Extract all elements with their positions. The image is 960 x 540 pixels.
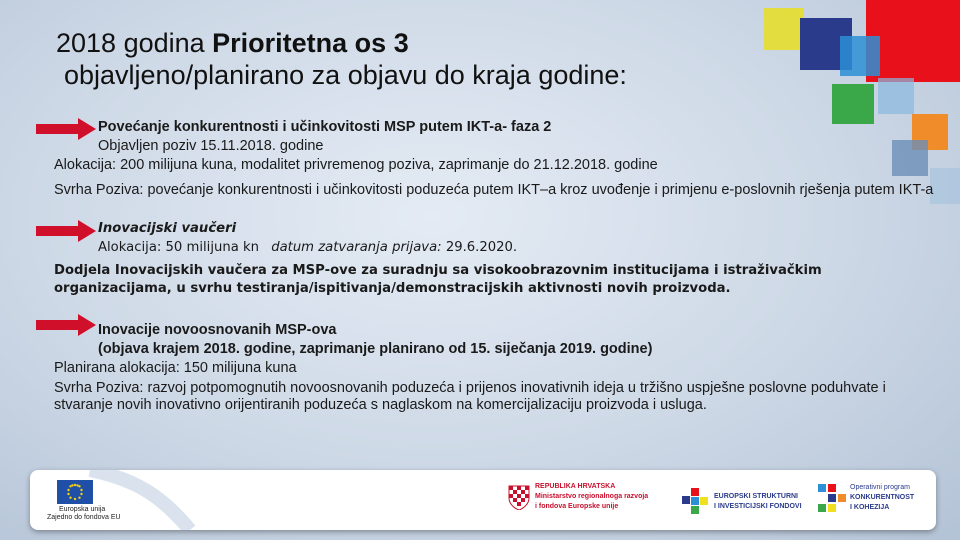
section2-alloc: Alokacija: 50 milijuna kn: [98, 240, 259, 255]
section3-heading2: (objava krajem 2018. godine, zaprimanje planirano od 15. siječanja 2019. godine): [98, 341, 653, 357]
decorative-swoosh: [70, 470, 210, 530]
ministry-country: REPUBLIKA HRVATSKA: [535, 483, 616, 490]
section2-heading: Inovacijski vaučeri: [98, 221, 237, 236]
deco-square-blue: [840, 36, 880, 76]
section2-deadline: datum zatvaranja prijava:: [271, 240, 442, 255]
section1-line2: Alokacija: 200 milijuna kuna, modalitet privremenog poziva, zaprimanje do 21.12.2018. godine: [54, 157, 658, 173]
arrow-right-icon: [36, 118, 96, 140]
deco-square-lightblue: [878, 78, 914, 114]
section1-heading: Povećanje konkurentnosti i učinkovitosti MSP putem IKT-a- faza 2: [98, 119, 552, 135]
deco-square-red: [866, 0, 960, 82]
section1-line3: Svrha Poziva: povećanje konkurentnosti i učinkovitosti poduzeća putem IKT–a kroz uvođenje i primjenu e-poslovnih rješenja putem IKT-a: [54, 182, 934, 198]
page-title: [56, 27, 627, 91]
croatia-coat-of-arms-icon: [508, 482, 530, 510]
opkk-line2: KONKURENTNOST: [850, 494, 915, 501]
eu-slogan: Zajedno do fondova EU: [47, 514, 121, 521]
opkk-logo-icon: [818, 484, 846, 512]
section1-line1: Objavljen poziv 15.11.2018. godine: [98, 138, 324, 154]
section3-line1: Planirana alokacija: 150 milijuna kuna: [54, 360, 297, 376]
title-normal: 2018 godina: [56, 28, 213, 58]
esi-line2: I INVESTICIJSKI FONDOVI: [714, 503, 802, 510]
section3-heading1: Inovacije novoosnovanih MSP-ova: [98, 322, 337, 338]
arrow-right-icon: [36, 220, 96, 242]
title-bold: Prioritetna os 3: [212, 28, 409, 58]
deco-square-yellow: [764, 8, 804, 50]
esi-funds-logo-icon: [682, 488, 708, 514]
deco-square-pale: [930, 168, 960, 204]
section3-line2: Svrha Poziva: razvoj potpomognutih novoosnovanih poduzeća i prijenos inovativnih ideja u tržišno uspješne poslovne poduhvate i stvaranje novih inovativno orijentiranih poduzeća s naglaskom na komercijalizaciju proizvoda i usluga.: [54, 380, 886, 413]
deco-square-steel: [892, 140, 928, 176]
section2-desc: Dodjela Inovacijskih vaučera za MSP-ove za suradnju sa visokoobrazovnim institucijama i istraživačkim organizacijama, u svrhu testiranja/ispitivanja/demonstracijskih aktivnosti novih proizvoda.: [54, 263, 822, 296]
footer-logos-bar: [30, 470, 936, 530]
ministry-name-line2: i fondova Europske unije: [535, 503, 619, 510]
opkk-line3: I KOHEZIJA: [850, 504, 890, 511]
deco-square-green: [832, 84, 874, 124]
arrow-right-icon: [36, 314, 96, 336]
section2-alloc-line: [98, 239, 517, 257]
section2-deadline-date: 29.6.2020.: [441, 240, 518, 255]
title-line2: objavljeno/planirano za objavu do kraja godine:: [64, 60, 627, 90]
opkk-line1: Operativni program: [850, 484, 910, 491]
eu-label: Europska unija: [59, 506, 106, 513]
esi-line1: EUROPSKI STRUKTURNI: [714, 493, 799, 500]
ministry-name-line1: Ministarstvo regionalnoga razvoja: [535, 493, 649, 500]
